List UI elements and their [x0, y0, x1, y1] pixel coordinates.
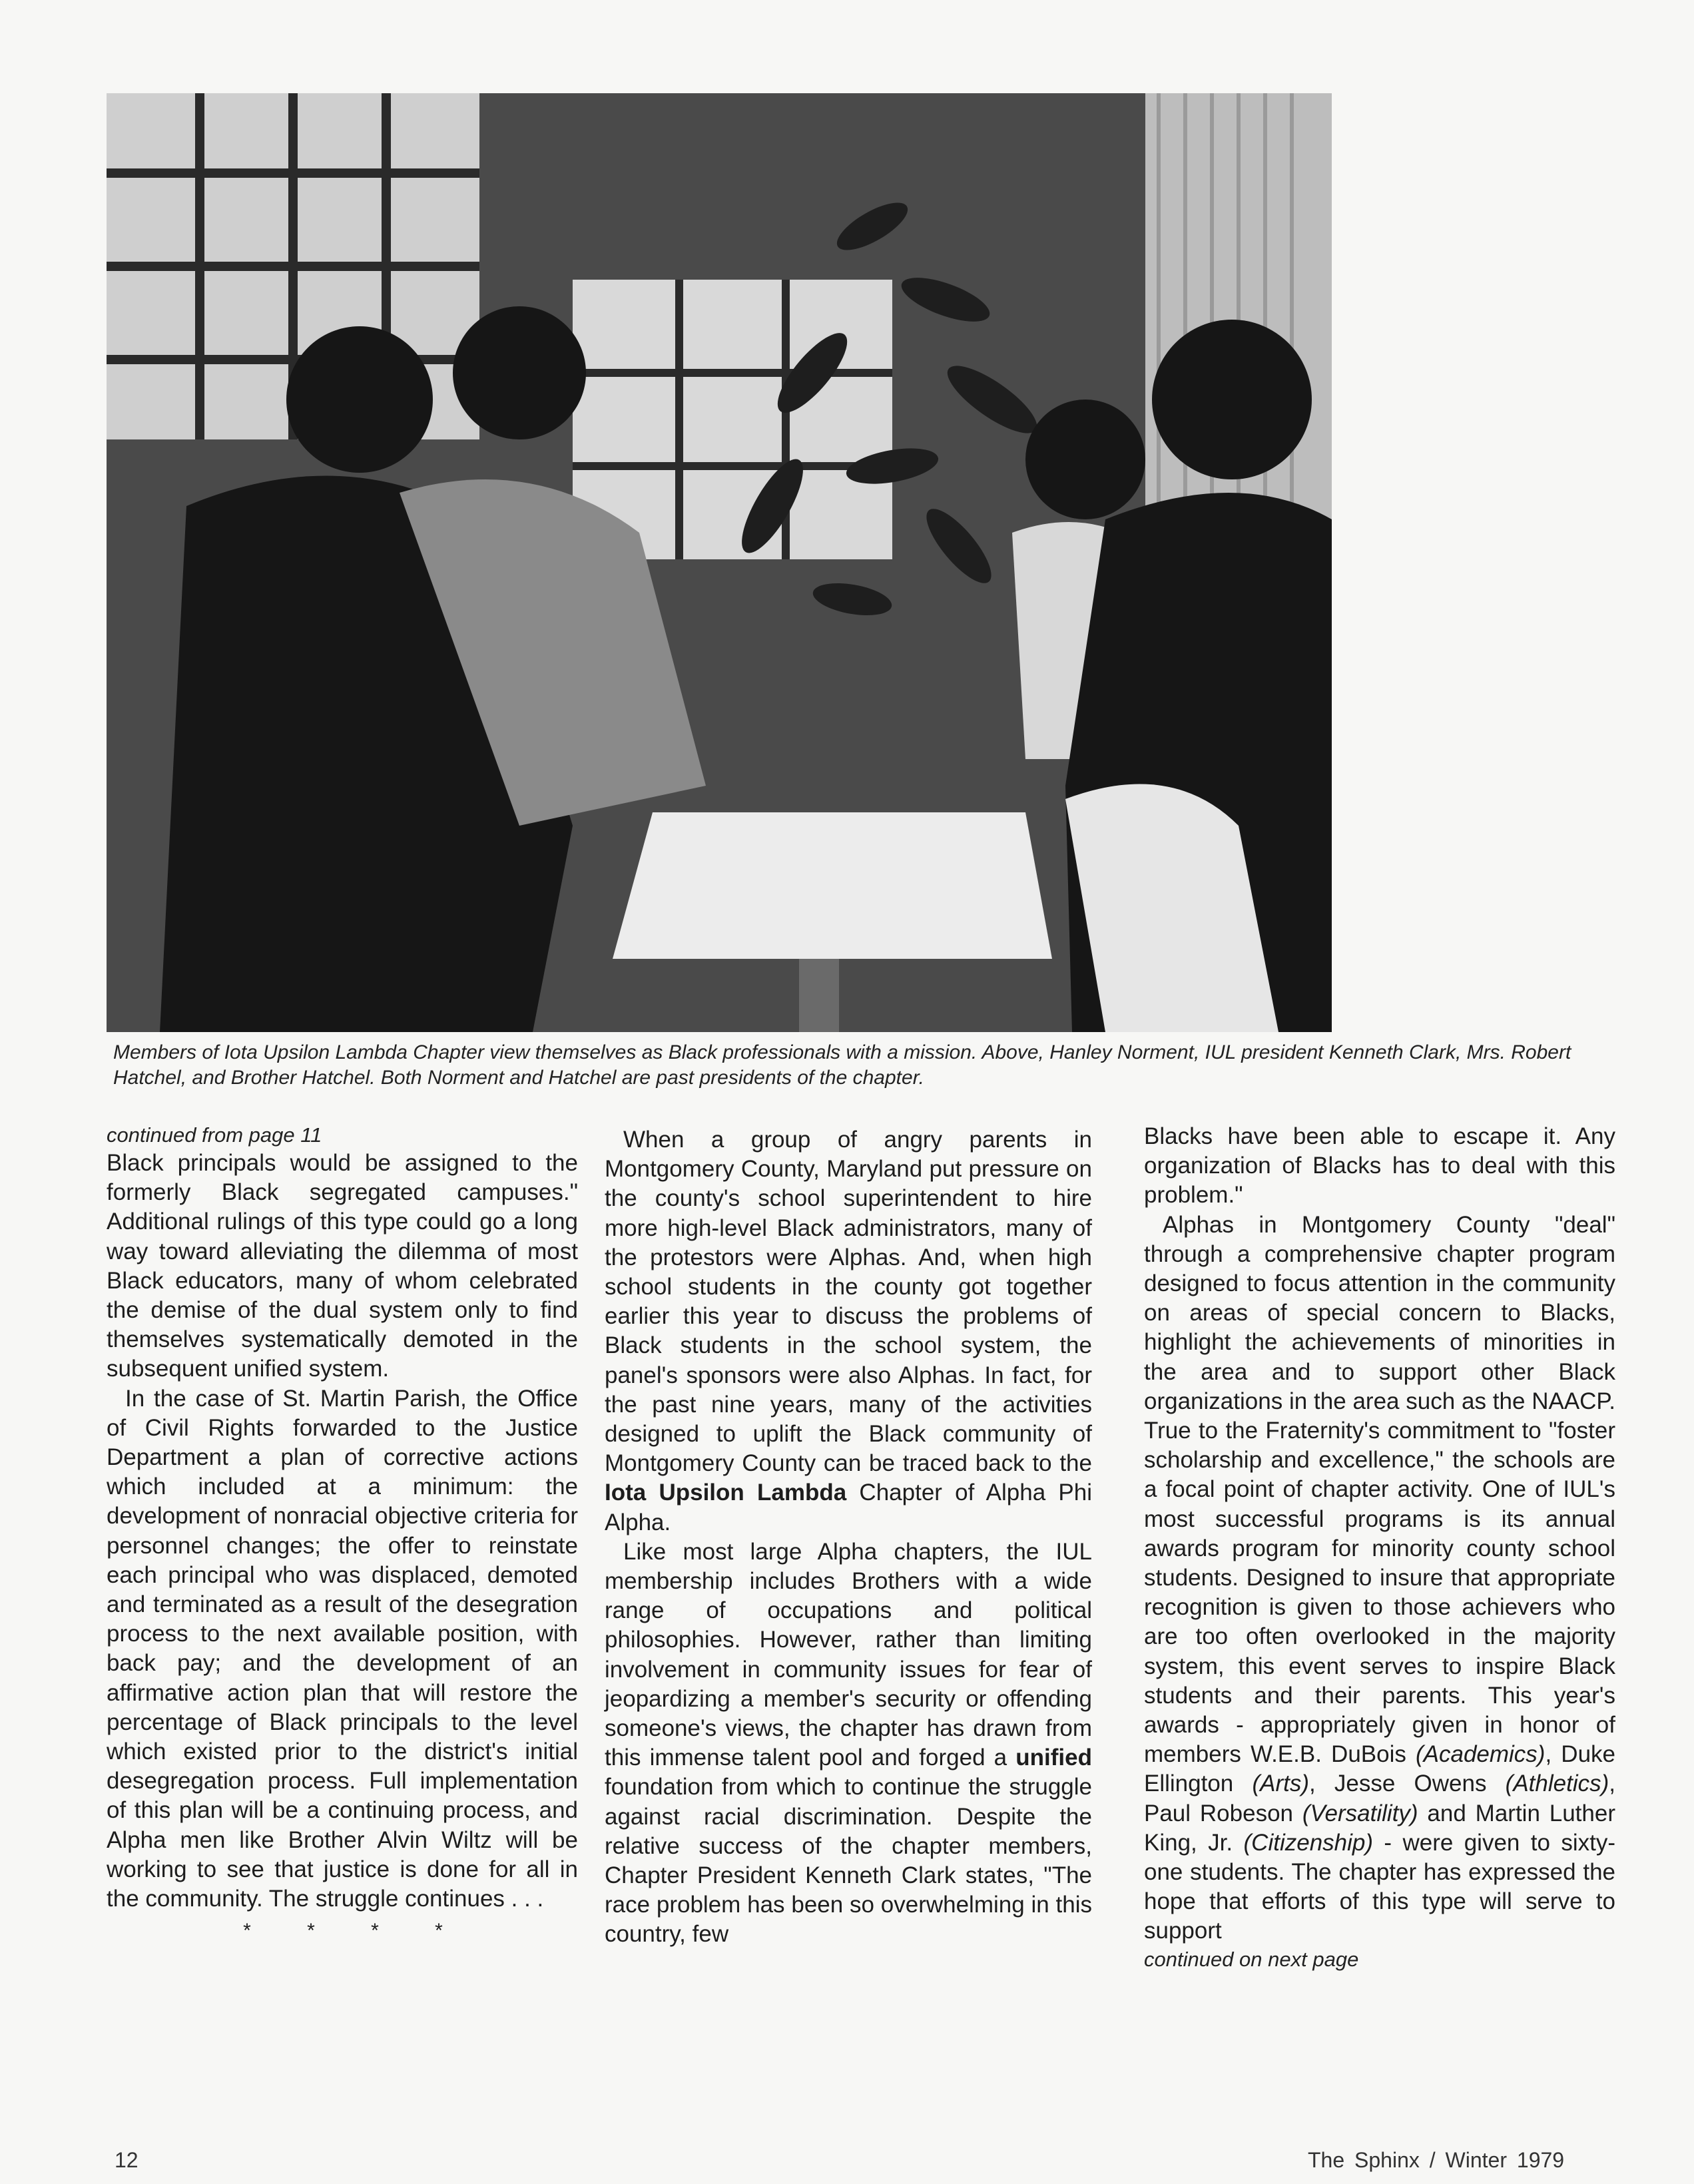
text-run: foundation from which to continue the struggle against racial discrimination. Despite the relative success of the chapter members, Chapter President Kenneth Clark states, "The race problem has been so overwhelming in this country, few: [605, 1774, 1092, 1948]
paragraph: [605, 1537, 1092, 1950]
paragraph: [1144, 1211, 1615, 1946]
paragraph: [605, 1125, 1092, 1537]
page-number: 12: [115, 2148, 139, 2172]
award-label: (Academics): [1415, 1741, 1546, 1768]
continued-next-note: continued on next page: [1144, 1947, 1359, 1971]
photo-illustration: [107, 93, 1332, 1032]
unified-bold: unified: [1015, 1745, 1092, 1771]
article-photo: [107, 93, 1332, 1032]
section-divider-stars: * * * *: [243, 1920, 468, 1942]
award-label: (Arts): [1252, 1771, 1309, 1797]
paragraph: In the case of St. Martin Parish, the Office of Civil Rights forwarded to the Justice Department a plan of corrective actions which included at a minimum: the development of nonracial objective criteria for personnel changes; the offer to reinstate each principal who was displaced, demoted and terminated as a result of the desegration process to the next available position, with back pay; and the development of an affirmative action plan that will restore the percentage of Black principals to the level which existed prior to the district's initial desegregation process. Full implementation of this plan will be a continuing process, and Alpha men like Brother Alvin Wiltz will be working to see that justice is done for all in the community. The struggle continues . . .: [107, 1385, 578, 1912]
article-column-3: [1144, 1122, 1615, 1973]
chapter-name-bold: Iota Upsilon Lambda: [605, 1480, 847, 1506]
article-column-2: [605, 1125, 1092, 1950]
paragraph: Blacks have been able to escape it. Any organization of Blacks has to deal with this problem.": [1144, 1123, 1615, 1209]
text-run: Alphas in Montgomery County "deal" through a comprehensive chapter program designed to focus attention in the community on areas of special concern to Blacks, highlight the achievements of minorities in the area and to support other Black organizations in the area such as the NAACP. True to the Fraternity's commitment to "foster scholarship and excellence," the schools are a focal point of chapter activity. One of IUL's most successful programs is its annual awards program for minority county school students. Designed to insure that appropriate recognition is given to those achievers who are too often overlooked in the majority system, this event serves to inspire Black students and their parents. This year's awards - appropriately given in honor of members W.E.B. DuBois: [1144, 1211, 1615, 1768]
award-label: (Athletics): [1505, 1771, 1609, 1797]
text-run: , Paul Robeson: [1144, 1771, 1615, 1826]
text-run: Like most large Alpha chapters, the IUL membership includes Brothers with a wide range of occupations and political philosophies. However, rather than limiting involvement in community issues for fear of jeopardizing a member's security or offending someone's views, the chapter has drawn from this immense talent pool and forged a: [605, 1538, 1092, 1771]
continued-from-note: continued from page 11: [107, 1123, 322, 1147]
text-run: - were given to sixty-one students. The chapter has expressed the hope that efforts of this type will serve to support: [1144, 1829, 1616, 1944]
paragraph: Black principals would be assigned to the formerly Black segregated campuses." Additional rulings of this type could go a long way toward alleviating the dilemma of most Black educators, many of whom celebrated the demise of the dual system only to find themselves systematically demoted in the subsequent unified system.: [107, 1150, 578, 1382]
photo-caption: Members of Iota Upsilon Lambda Chapter view themselves as Black professionals with a mission. Above, Hanley Norment, IUL president Kenneth Clark, Mrs. Robert Hatchel, and Brother Hatchel. Both Norment and Hatchel are past presidents of the chapter.: [113, 1041, 1571, 1089]
award-label: (Versatility): [1302, 1800, 1418, 1826]
article-column-1: [107, 1122, 578, 1946]
publication-footer: The Sphinx / Winter 1979: [1308, 2148, 1565, 2172]
text-run: , Duke Ellington: [1144, 1741, 1616, 1797]
text-run: When a group of angry parents in Montgomery County, Maryland put pressure on the county's school superintendent to hire more high-level Black administrators, many of the protestors were Alphas. And, when high school students in the county got together earlier this year to discuss the problems of Black students in the school system, the panel's sponsors were also Alphas. In fact, for the past nine years, many of the activities designed to uplift the Black community of Montgomery County can be traced back to the: [605, 1127, 1092, 1477]
text-run: and Martin Luther King, Jr.: [1144, 1800, 1615, 1856]
award-label: (Citizenship): [1243, 1829, 1374, 1856]
text-run: , Jesse Owens: [1309, 1771, 1506, 1797]
text-run: Chapter of Alpha Phi Alpha.: [605, 1480, 1092, 1535]
